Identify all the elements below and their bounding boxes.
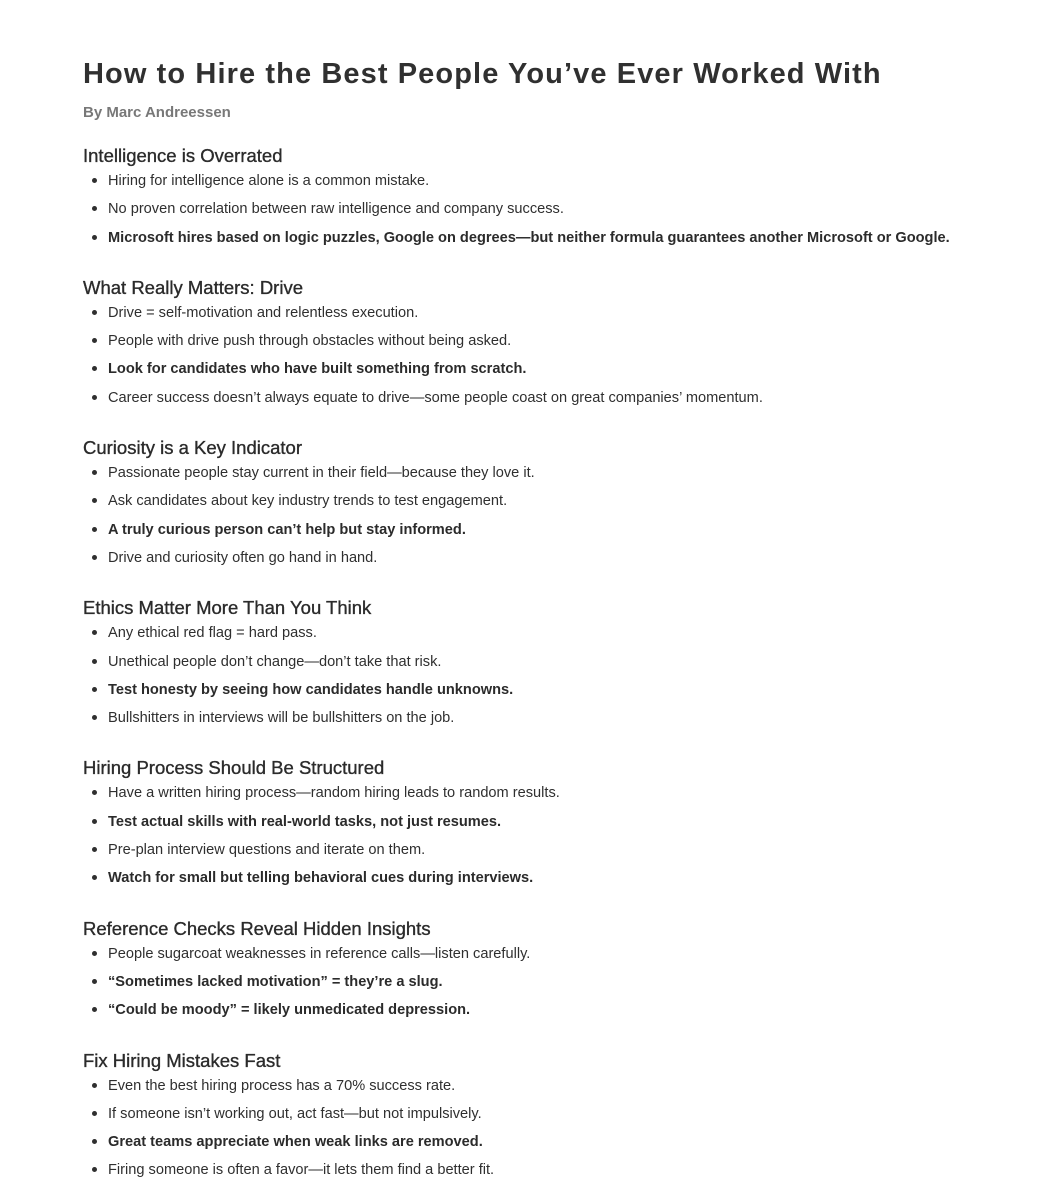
list-item bbox=[83, 520, 1033, 548]
page-title: How to Hire the Best People You’ve Ever Worked With bbox=[83, 58, 882, 90]
list-item bbox=[83, 1104, 1033, 1132]
bullet-icon bbox=[92, 178, 97, 183]
bullet-icon bbox=[92, 847, 97, 852]
list-item-text: Have a written hiring process—random hiring leads to random results. bbox=[108, 785, 560, 802]
list-item-text: Career success doesn’t always equate to drive—some people coast on great companies’ momentum. bbox=[108, 389, 763, 406]
bullet-icon bbox=[92, 498, 97, 503]
list-item-text: Any ethical red flag = hard pass. bbox=[108, 625, 317, 642]
bullet-icon bbox=[92, 1007, 97, 1012]
section bbox=[83, 1048, 1033, 1189]
list-item-text: Unethical people don’t change—don’t take that risk. bbox=[108, 653, 442, 670]
list-item bbox=[83, 1132, 1033, 1160]
list-item-text: “Could be moody” = likely unmedicated depression. bbox=[108, 1002, 471, 1019]
bullet-list bbox=[83, 1076, 1033, 1189]
list-item bbox=[83, 840, 1033, 868]
list-item-text: Great teams appreciate when weak links are removed. bbox=[108, 1134, 483, 1151]
list-item-text: Bullshitters in interviews will be bullshitters on the job. bbox=[108, 710, 455, 727]
list-item bbox=[83, 548, 1033, 576]
list-item bbox=[83, 388, 1033, 416]
section bbox=[83, 916, 1033, 1029]
list-item bbox=[83, 972, 1033, 1000]
list-item bbox=[83, 228, 1033, 256]
bullet-icon bbox=[92, 875, 97, 880]
list-item bbox=[83, 868, 1033, 896]
list-item-text: No proven correlation between raw intelligence and company success. bbox=[108, 201, 564, 218]
bullet-icon bbox=[92, 790, 97, 795]
list-item-text: Test honesty by seeing how candidates handle unknowns. bbox=[108, 681, 514, 698]
list-item-text: People sugarcoat weaknesses in reference calls—listen carefully. bbox=[108, 945, 531, 962]
section bbox=[83, 143, 1033, 256]
list-item bbox=[83, 303, 1033, 331]
list-item-text: Ask candidates about key industry trends to test engagement. bbox=[108, 493, 508, 510]
bullet-icon bbox=[92, 235, 97, 240]
list-item bbox=[83, 199, 1033, 227]
list-item-text: Hiring for intelligence alone is a common mistake. bbox=[108, 173, 430, 189]
bullet-icon bbox=[92, 527, 97, 532]
bullet-icon bbox=[92, 1167, 97, 1172]
bullet-list bbox=[83, 623, 1033, 736]
bullet-icon bbox=[92, 310, 97, 315]
section bbox=[83, 755, 1033, 896]
list-item-text: People with drive push through obstacles without being asked. bbox=[108, 333, 512, 350]
list-item bbox=[83, 1160, 1033, 1188]
section-heading: Curiosity is a Key Indicator bbox=[83, 437, 303, 459]
section bbox=[83, 435, 1033, 576]
list-item-text: Look for candidates who have built something from scratch. bbox=[108, 361, 527, 378]
list-item bbox=[83, 944, 1033, 972]
bullet-list bbox=[83, 944, 1033, 1029]
list-item-text: A truly curious person can’t help but stay informed. bbox=[108, 521, 466, 538]
bullet-icon bbox=[92, 659, 97, 664]
bullet-icon bbox=[92, 715, 97, 720]
byline: By Marc Andreessen bbox=[83, 104, 231, 121]
list-item bbox=[83, 463, 1033, 491]
list-item-text: Drive and curiosity often go hand in hand. bbox=[108, 549, 378, 566]
bullet-icon bbox=[92, 366, 97, 371]
bullet-icon bbox=[92, 555, 97, 560]
list-item-text: If someone isn’t working out, act fast—but not impulsively. bbox=[108, 1105, 482, 1122]
list-item bbox=[83, 1000, 1033, 1028]
list-item bbox=[83, 812, 1033, 840]
list-item-text: Test actual skills with real-world tasks, not just resumes. bbox=[108, 813, 502, 830]
bullet-icon bbox=[92, 979, 97, 984]
section-heading: Reference Checks Reveal Hidden Insights bbox=[83, 917, 431, 939]
bullet-icon bbox=[92, 687, 97, 692]
bullet-icon bbox=[92, 630, 97, 635]
list-item bbox=[83, 783, 1033, 811]
list-item-text: “Sometimes lacked motivation” = they’re a slug. bbox=[108, 973, 443, 990]
list-item bbox=[83, 331, 1033, 359]
bullet-icon bbox=[92, 470, 97, 475]
bullet-icon bbox=[92, 819, 97, 824]
bullet-list bbox=[83, 463, 1033, 576]
sections-container bbox=[83, 143, 1033, 1189]
bullet-icon bbox=[92, 1083, 97, 1088]
list-item bbox=[83, 1076, 1033, 1104]
section-heading: What Really Matters: Drive bbox=[83, 276, 303, 298]
bullet-icon bbox=[92, 951, 97, 956]
bullet-list bbox=[83, 783, 1033, 896]
list-item-text: Firing someone is often a favor—it lets them find a better fit. bbox=[108, 1162, 495, 1179]
list-item-text: Pre-plan interview questions and iterate on them. bbox=[108, 842, 426, 859]
list-item-text: Microsoft hires based on logic puzzles, Google on degrees—but neither formula guarantees another Microsoft or Google. bbox=[108, 229, 950, 246]
bullet-list bbox=[83, 303, 1033, 416]
document bbox=[83, 52, 1033, 1189]
list-item-text: Watch for small but telling behavioral cues during interviews. bbox=[108, 870, 534, 887]
bullet-icon bbox=[92, 206, 97, 211]
section-heading: Ethics Matter More Than You Think bbox=[83, 597, 372, 619]
bullet-icon bbox=[92, 338, 97, 343]
list-item bbox=[83, 708, 1033, 736]
list-item-text: Passionate people stay current in their field—because they love it. bbox=[108, 465, 535, 482]
section bbox=[83, 275, 1033, 416]
bullet-list bbox=[83, 171, 1033, 256]
bullet-icon bbox=[92, 1139, 97, 1144]
section-heading: Intelligence is Overrated bbox=[83, 145, 283, 166]
bullet-icon bbox=[92, 395, 97, 400]
list-item bbox=[83, 491, 1033, 519]
list-item bbox=[83, 680, 1033, 708]
section bbox=[83, 595, 1033, 736]
list-item bbox=[83, 623, 1033, 651]
list-item bbox=[83, 171, 1033, 199]
bullet-icon bbox=[92, 1111, 97, 1116]
section-heading: Hiring Process Should Be Structured bbox=[83, 757, 385, 779]
list-item-text: Drive = self-motivation and relentless execution. bbox=[108, 304, 419, 321]
section-heading: Fix Hiring Mistakes Fast bbox=[83, 1049, 281, 1071]
list-item bbox=[83, 652, 1033, 680]
list-item-text: Even the best hiring process has a 70% success rate. bbox=[108, 1077, 456, 1094]
list-item bbox=[83, 359, 1033, 387]
